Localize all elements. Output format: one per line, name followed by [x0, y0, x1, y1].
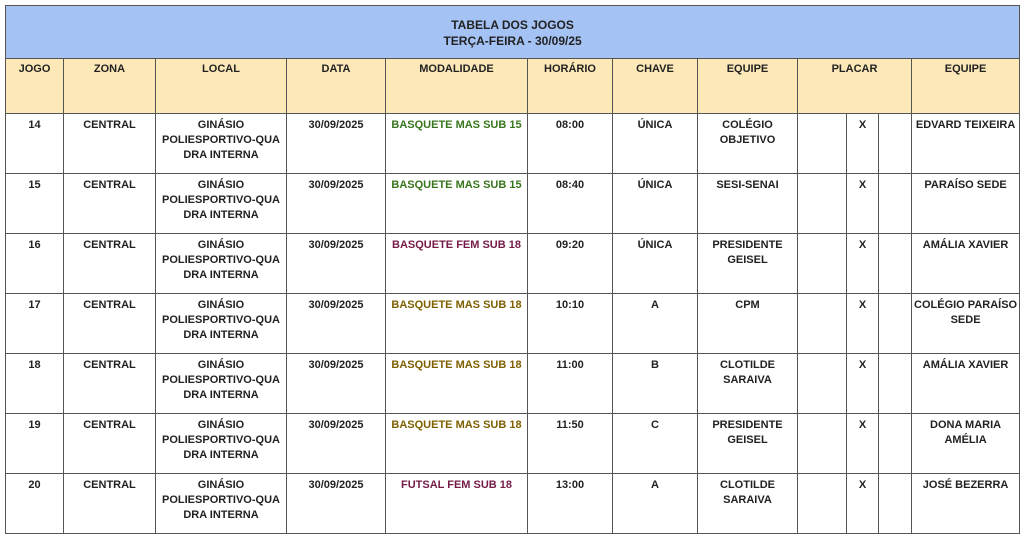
cell-placar-2[interactable] — [879, 234, 912, 294]
cell-data: 30/09/2025 — [287, 474, 386, 534]
header-jogo: JOGO — [6, 59, 64, 114]
cell-placar-1[interactable] — [798, 474, 847, 534]
cell-modalidade: BASQUETE MAS SUB 18 — [386, 414, 528, 474]
cell-placar-x: X — [847, 414, 879, 474]
cell-placar-x: X — [847, 354, 879, 414]
cell-horario: 08:40 — [528, 174, 613, 234]
cell-data: 30/09/2025 — [287, 354, 386, 414]
header-data: DATA — [287, 59, 386, 114]
table-row — [6, 354, 1020, 414]
cell-chave: ÚNICA — [613, 174, 698, 234]
schedule-sheet — [5, 5, 1019, 534]
cell-zona: CENTRAL — [64, 474, 156, 534]
cell-modalidade: BASQUETE MAS SUB 15 — [386, 114, 528, 174]
cell-horario: 13:00 — [528, 474, 613, 534]
cell-chave: A — [613, 474, 698, 534]
cell-equipe-2: DONA MARIA AMÉLIA — [912, 414, 1020, 474]
cell-horario: 11:50 — [528, 414, 613, 474]
cell-horario: 09:20 — [528, 234, 613, 294]
cell-jogo: 14 — [6, 114, 64, 174]
cell-local: GINÁSIO POLIESPORTIVO-QUA DRA INTERNA — [156, 174, 287, 234]
header-horario: HORÁRIO — [528, 59, 613, 114]
table-title: TABELA DOS JOGOS — [451, 18, 574, 32]
header-equipe-1: EQUIPE — [698, 59, 798, 114]
cell-placar-1[interactable] — [798, 294, 847, 354]
cell-data: 30/09/2025 — [287, 414, 386, 474]
cell-jogo: 20 — [6, 474, 64, 534]
cell-local: GINÁSIO POLIESPORTIVO-QUA DRA INTERNA — [156, 474, 287, 534]
table-row — [6, 174, 1020, 234]
cell-placar-x: X — [847, 474, 879, 534]
table-row — [6, 234, 1020, 294]
cell-placar-1[interactable] — [798, 414, 847, 474]
header-modalidade: MODALIDADE — [386, 59, 528, 114]
cell-local: GINÁSIO POLIESPORTIVO-QUA DRA INTERNA — [156, 354, 287, 414]
cell-chave: A — [613, 294, 698, 354]
cell-equipe-1: PRESIDENTE GEISEL — [698, 414, 798, 474]
cell-jogo: 17 — [6, 294, 64, 354]
header-placar: PLACAR — [798, 59, 912, 114]
cell-zona: CENTRAL — [64, 294, 156, 354]
cell-equipe-1: COLÉGIO OBJETIVO — [698, 114, 798, 174]
table-row — [6, 114, 1020, 174]
cell-modalidade: BASQUETE MAS SUB 18 — [386, 294, 528, 354]
cell-zona: CENTRAL — [64, 114, 156, 174]
cell-equipe-1: CPM — [698, 294, 798, 354]
cell-placar-2[interactable] — [879, 414, 912, 474]
cell-placar-1[interactable] — [798, 114, 847, 174]
cell-placar-x: X — [847, 174, 879, 234]
cell-placar-2[interactable] — [879, 114, 912, 174]
cell-zona: CENTRAL — [64, 414, 156, 474]
cell-placar-x: X — [847, 114, 879, 174]
games-table — [5, 5, 1020, 534]
cell-zona: CENTRAL — [64, 174, 156, 234]
header-local: LOCAL — [156, 59, 287, 114]
cell-data: 30/09/2025 — [287, 294, 386, 354]
header-equipe-2: EQUIPE — [912, 59, 1020, 114]
cell-local: GINÁSIO POLIESPORTIVO-QUA DRA INTERNA — [156, 234, 287, 294]
header-chave: CHAVE — [613, 59, 698, 114]
table-row — [6, 474, 1020, 534]
header-row — [6, 59, 1020, 114]
cell-equipe-1: CLOTILDE SARAIVA — [698, 354, 798, 414]
cell-local: GINÁSIO POLIESPORTIVO-QUA DRA INTERNA — [156, 294, 287, 354]
table-row — [6, 294, 1020, 354]
cell-placar-2[interactable] — [879, 354, 912, 414]
cell-jogo: 19 — [6, 414, 64, 474]
cell-equipe-2: EDVARD TEIXEIRA — [912, 114, 1020, 174]
cell-modalidade: FUTSAL FEM SUB 18 — [386, 474, 528, 534]
cell-zona: CENTRAL — [64, 354, 156, 414]
cell-chave: ÚNICA — [613, 114, 698, 174]
cell-jogo: 16 — [6, 234, 64, 294]
cell-placar-2[interactable] — [879, 174, 912, 234]
cell-placar-x: X — [847, 234, 879, 294]
table-row — [6, 414, 1020, 474]
cell-placar-x: X — [847, 294, 879, 354]
cell-modalidade: BASQUETE FEM SUB 18 — [386, 234, 528, 294]
header-zona: ZONA — [64, 59, 156, 114]
cell-placar-1[interactable] — [798, 174, 847, 234]
cell-chave: C — [613, 414, 698, 474]
cell-data: 30/09/2025 — [287, 174, 386, 234]
cell-placar-2[interactable] — [879, 294, 912, 354]
cell-modalidade: BASQUETE MAS SUB 18 — [386, 354, 528, 414]
cell-data: 30/09/2025 — [287, 114, 386, 174]
cell-equipe-2: COLÉGIO PARAÍSO SEDE — [912, 294, 1020, 354]
table-subtitle: TERÇA-FEIRA - 30/09/25 — [443, 34, 582, 48]
cell-equipe-2: PARAÍSO SEDE — [912, 174, 1020, 234]
cell-equipe-2: AMÁLIA XAVIER — [912, 354, 1020, 414]
cell-modalidade: BASQUETE MAS SUB 15 — [386, 174, 528, 234]
cell-zona: CENTRAL — [64, 234, 156, 294]
cell-horario: 10:10 — [528, 294, 613, 354]
cell-equipe-2: JOSÉ BEZERRA — [912, 474, 1020, 534]
cell-equipe-1: SESI-SENAI — [698, 174, 798, 234]
cell-horario: 08:00 — [528, 114, 613, 174]
cell-placar-2[interactable] — [879, 474, 912, 534]
cell-placar-1[interactable] — [798, 234, 847, 294]
cell-equipe-2: AMÁLIA XAVIER — [912, 234, 1020, 294]
cell-equipe-1: PRESIDENTE GEISEL — [698, 234, 798, 294]
table-title-banner — [6, 6, 1020, 59]
cell-jogo: 15 — [6, 174, 64, 234]
cell-equipe-1: CLOTILDE SARAIVA — [698, 474, 798, 534]
cell-chave: ÚNICA — [613, 234, 698, 294]
cell-horario: 11:00 — [528, 354, 613, 414]
cell-placar-1[interactable] — [798, 354, 847, 414]
cell-local: GINÁSIO POLIESPORTIVO-QUA DRA INTERNA — [156, 414, 287, 474]
cell-jogo: 18 — [6, 354, 64, 414]
cell-data: 30/09/2025 — [287, 234, 386, 294]
cell-chave: B — [613, 354, 698, 414]
cell-local: GINÁSIO POLIESPORTIVO-QUA DRA INTERNA — [156, 114, 287, 174]
